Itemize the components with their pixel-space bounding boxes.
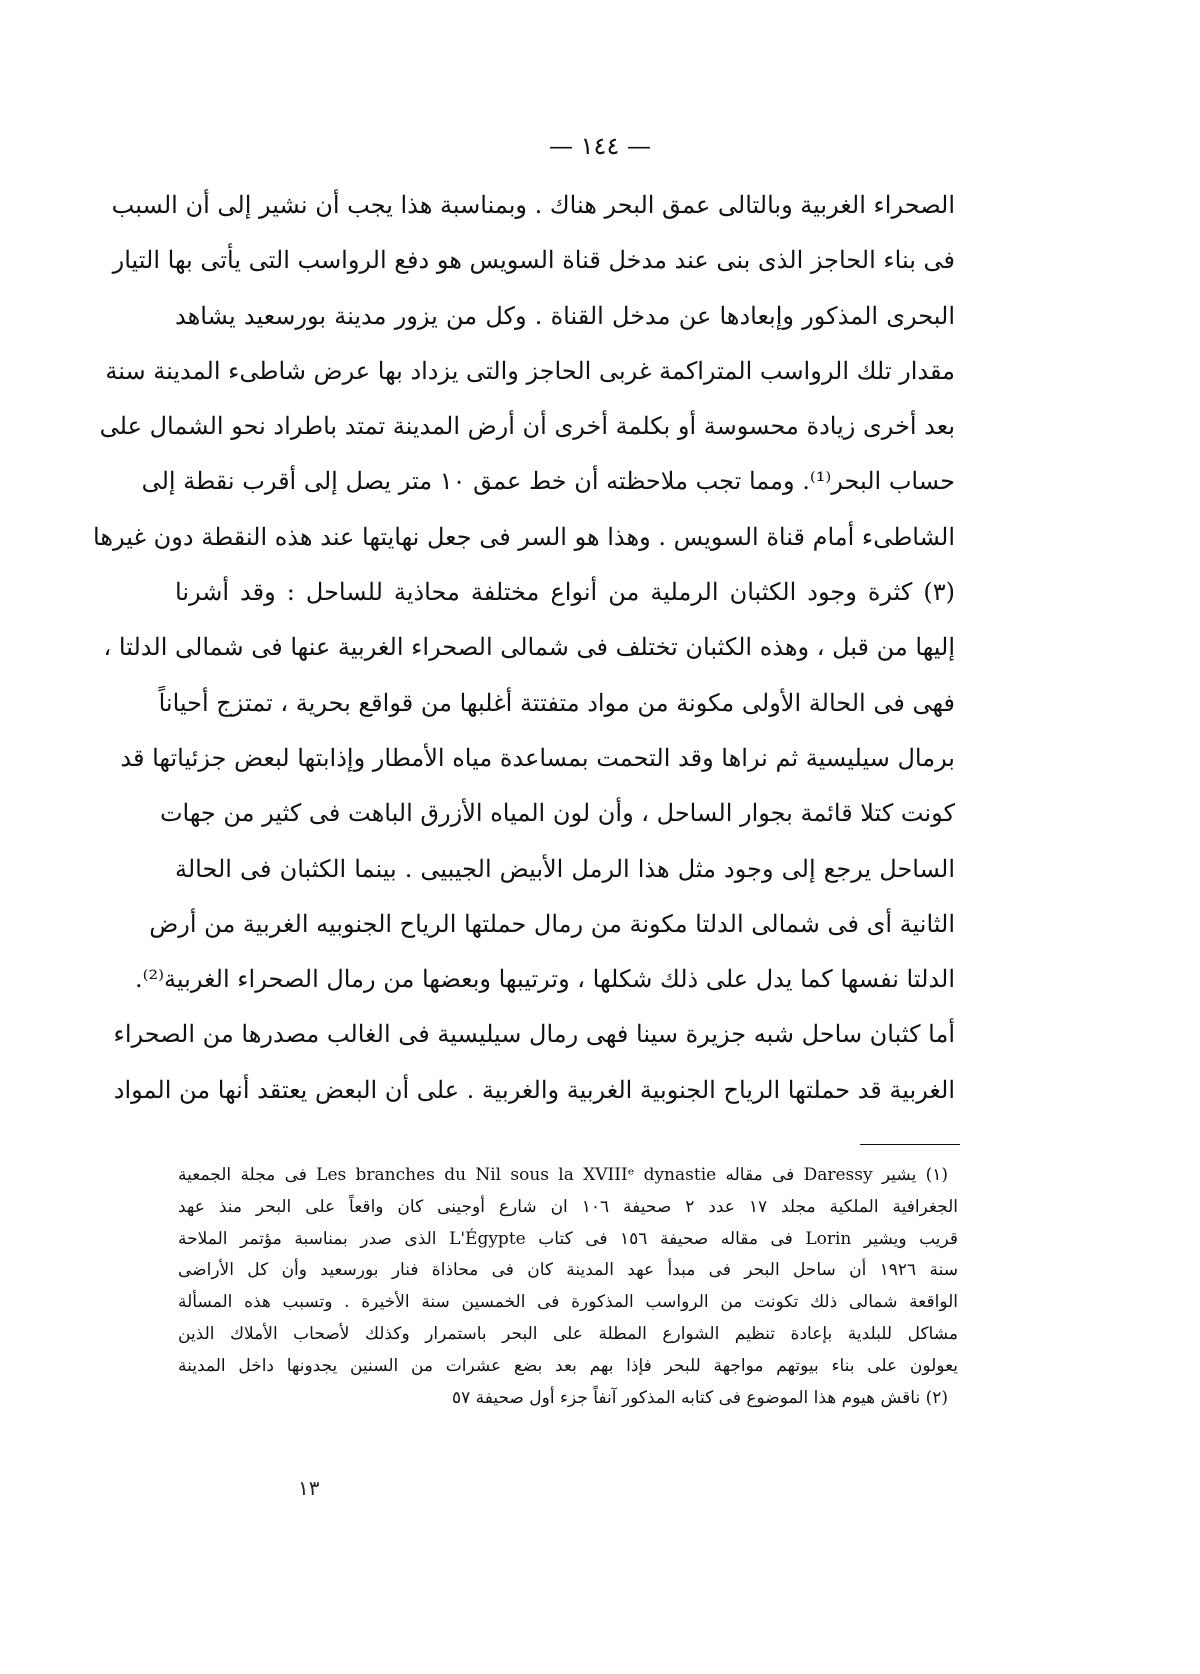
body-line: الشاطىء أمام قناة السويس . وهذا هو السر فى جعل نهايتها عند هذه النقطة دون غيرها	[93, 522, 955, 551]
footnote-line: الجغرافية الملكية مجلد ١٧ عدد ٢ صحيفة ١٠٦ ان شارع أوجينى كان واقعاً على البحر منذ عهد	[178, 1196, 959, 1217]
footnotes	[178, 1160, 958, 1414]
footnote-line: الواقعة شمالى ذلك تكونت من الرواسب المذكورة فى الخمسين سنة الأخيرة . وتسبب هذه المسألة	[178, 1292, 958, 1313]
footnote-line: قريب ويشير Lorin فى مقاله صحيفة ١٥٦ فى كتاب L'Égypte الذى صدر بمناسبة مؤتمر الملاحة	[178, 1228, 959, 1249]
body-line: أما كثبان ساحل شبه جزيرة سينا فهى رمال سيليسية فى الغالب مصدرها من الصحراء	[113, 1020, 955, 1049]
body-line: الدلتا نفسها كما يدل على ذلك شكلها ، وترتيبها وبعضها من رمال الصحراء الغربية⁽²⁾.	[134, 965, 955, 994]
body-line: بعد أخرى زيادة محسوسة أو بكلمة أخرى أن أرض المدينة تمتد باطراد نحو الشمال على	[99, 412, 955, 441]
footnote-line: مشاكل للبلدية بإعادة تنظيم الشوارع المطلة على البحر باستمرار وكذلك لأصحاب الأملاك الذين	[178, 1323, 958, 1344]
body-text	[93, 178, 955, 1118]
body-line: كونت كتلا قائمة بجوار الساحل ، وأن لون المياه الأزرق الباهت فى كثير من جهات	[159, 799, 955, 828]
signature-mark: ١٣	[298, 1476, 320, 1500]
body-line: الصحراء الغربية وبالتالى عمق البحر هناك . وبمناسبة هذا يجب أن نشير إلى أن السبب	[111, 191, 955, 219]
body-line: حساب البحر⁽¹⁾. ومما تجب ملاحظته أن خط عمق ١٠ متر يصل إلى أقرب نقطة إلى	[141, 467, 955, 496]
body-line: مقدار تلك الرواسب المتراكمة غربى الحاجز والتى يزداد بها عرض شاطىء المدينة سنة	[105, 356, 955, 385]
body-line: الثانية أى فى شمالى الدلتا مكونة من رمال حملتها الرياح الجنوبيه الغربية من أرض	[149, 909, 955, 938]
body-line: إليها من قبل ، وهذه الكثبان تختلف فى شمالى الصحراء الغربية عنها فى شمالى الدلتا ،	[103, 633, 955, 662]
body-line: الغربية قد حملتها الرياح الجنوبية الغربية والغربية . على أن البعض يعتقد أنها من المواد	[113, 1075, 955, 1104]
footnote-line: سنة ١٩٢٦ أن ساحل البحر فى مبدأ عهد المدينة كان فى محاذاة فنار بورسعيد وأن كل الأراضى	[178, 1260, 958, 1281]
body-line: الساحل يرجع إلى وجود مثل هذا الرمل الأبيض الجيبيى . بينما الكثبان فى الحالة	[175, 854, 955, 883]
body-line: (٣) كثرة وجود الكثبان الرملية من أنواع مختلفة محاذية للساحل : وقد أشرنا	[175, 578, 955, 607]
body-line: فهى فى الحالة الأولى مكونة من مواد متفتتة أغلبها من قواقع بحرية ، تمتزج أحياناً	[158, 688, 955, 717]
footnote-divider	[860, 1144, 960, 1145]
body-line: فى بناء الحاجز الذى بنى عند مدخل قناة السويس هو دفع الرواسب التى يأتى بها التيار	[112, 246, 955, 275]
footnote-line: (٢) ناقش هيوم هذا الموضوع فى كتابه المذكور آنفاً جزء أول صحيفة ٥٧	[451, 1387, 948, 1408]
body-line: البحرى المذكور وإبعادها عن مدخل القناة . وكل من يزور مدينة بورسعيد يشاهد	[175, 301, 955, 330]
footnote-line: (١) يشير Daressy فى مقاله Les branches du Nil sous la XVIIIᵉ dynastie فى مجلة الجمعية	[178, 1165, 949, 1185]
body-line: برمال سيليسية ثم نراها وقد التحمت بمساعدة مياه الأمطار وإذابتها لبعض جزئياتها قد	[120, 743, 955, 772]
page-number: — ١٤٤ —	[549, 132, 651, 160]
footnote-line: يعولون على بناء بيوتهم مواجهة للبحر فإذا بهم بعد بضع عشرات من السنين يجدونها داخل المدينة	[178, 1355, 958, 1376]
